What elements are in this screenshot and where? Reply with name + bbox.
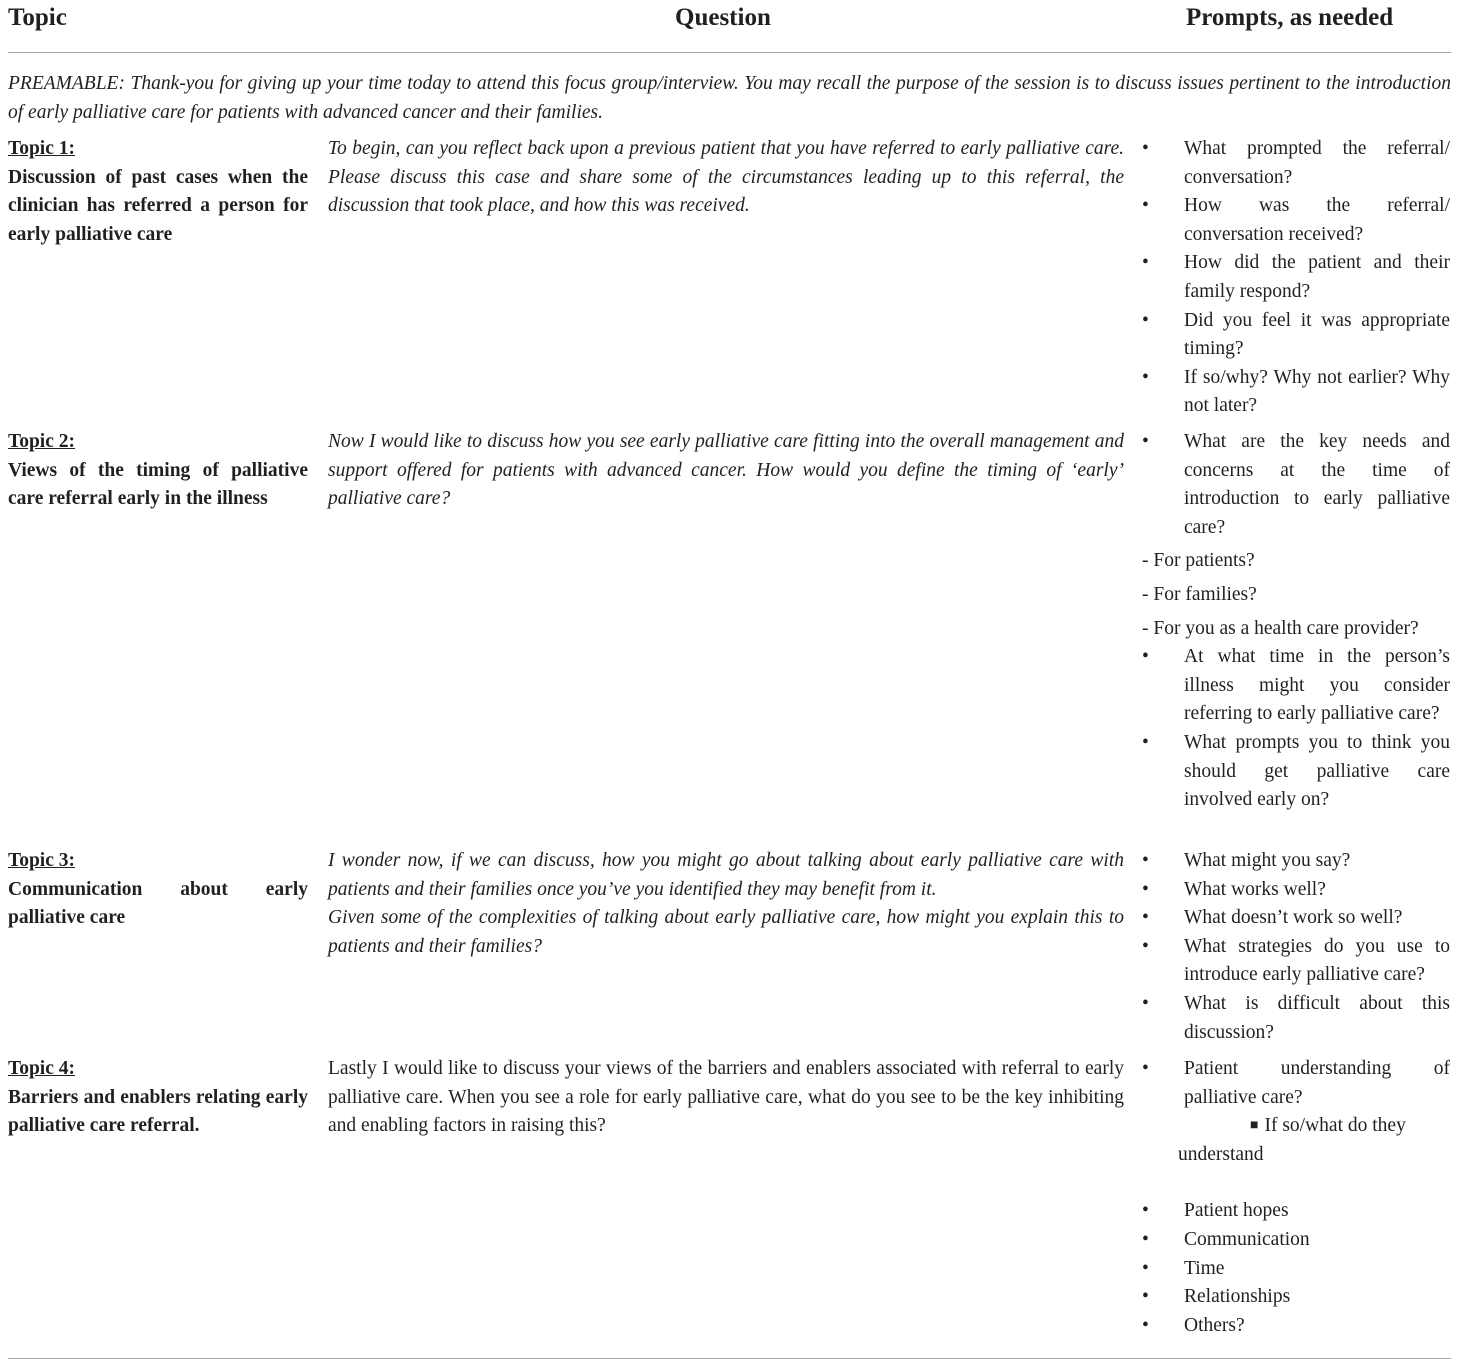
prompt-item: • What prompted the referral/ conversation? [1142, 135, 1450, 192]
prompt-item: • What are the key needs and concerns at the time of introduction to early palliative care? [1142, 428, 1450, 542]
header-rule [8, 52, 1451, 53]
prompt-item: • At what time in the person’s illness might you consider referring to early palliative care? [1142, 643, 1450, 729]
topic-title: Barriers and enablers relating early palliative care referral. [8, 1086, 308, 1137]
prompt-sub-item: - For families? [1142, 583, 1257, 605]
prompt-item: • Patient hopes [1142, 1197, 1450, 1226]
question-paragraph: I wonder now, if we can discuss, how you might go about talking about early palliative care with patients and their families once you’ve you identified they may benefit from it. [328, 850, 1124, 900]
topic-number: Topic 4: [8, 1058, 76, 1079]
question-cell [328, 847, 1124, 961]
topic-cell [8, 847, 308, 933]
prompt-item: • Patient understanding of palliative care? [1142, 1055, 1450, 1112]
prompt-sub-text: If so/what do they [1264, 1115, 1406, 1137]
question-cell: Now I would like to discuss how you see early palliative care fitting into the overall management and support offered for patients with advanced cancer. How would you define the timing of ‘early’ palliative care? [328, 431, 1124, 510]
prompt-item: • How did the patient and their family respond? [1142, 249, 1450, 306]
question-cell: Lastly I would like to discuss your views of the barriers and enablers associated with referral to early palliative care. When you see a role for early palliative care, what do you see to be the key inhibiting and enabling factors in raising this? [328, 1058, 1124, 1137]
prompts-cell [1142, 428, 1450, 815]
topic-title: Communication about early palliative care [8, 878, 308, 929]
topic-title: Views of the timing of palliative care referral early in the illness [8, 459, 308, 510]
prompt-item: • What strategies do you use to introduce early palliative care? [1142, 933, 1450, 990]
prompt-sub-item: - For patients? [1142, 550, 1255, 572]
column-header-topic: Topic [8, 4, 67, 31]
topic-cell [8, 428, 308, 514]
question-cell: To begin, can you reflect back upon a previous patient that you have referred to early palliative care. Please discuss this case and share some of the circumstances leading up to this referral, the discussion that took place, and how this was received. [328, 138, 1124, 217]
topic-number: Topic 2: [8, 431, 76, 452]
square-bullet-icon: ■ [1250, 1118, 1259, 1134]
prompt-item: • What works well? [1142, 876, 1450, 905]
topic-cell [8, 135, 308, 249]
prompts-cell [1142, 1055, 1450, 1340]
topic-title: Discussion of past cases when the clinician has referred a person for early palliative care [8, 166, 308, 245]
column-header-prompts: Prompts, as needed [1186, 4, 1394, 31]
topic-number: Topic 1: [8, 138, 76, 159]
prompt-item: • If so/why? Why not earlier? Why not later? [1142, 364, 1450, 421]
footer-rule [8, 1358, 1451, 1359]
prompt-item: • What prompts you to think you should get palliative care involved early on? [1142, 729, 1450, 815]
topic-number: Topic 3: [8, 850, 76, 871]
prompt-item: • Did you feel it was appropriate timing? [1142, 307, 1450, 364]
prompt-sub-item [1142, 1112, 1450, 1141]
prompt-item: • Others? [1142, 1312, 1450, 1341]
prompt-item: • Communication [1142, 1226, 1450, 1255]
spacer [1142, 1169, 1450, 1197]
prompt-sub-item-continued: understand [1178, 1143, 1264, 1165]
prompt-item: • What doesn’t work so well? [1142, 904, 1450, 933]
column-header-question: Question [675, 4, 771, 31]
preamble-text: PREAMABLE: Thank-you for giving up your time today to attend this focus group/interview. You may recall the purpose of the session is to discuss issues pertinent to the introduction of early palliative care for patients with advanced cancer and their families. [8, 73, 1451, 123]
prompts-cell [1142, 847, 1450, 1047]
topic-cell [8, 1055, 308, 1141]
prompt-sub-item: - For you as a health care provider? [1142, 617, 1419, 639]
prompt-item: • What might you say? [1142, 847, 1450, 876]
question-paragraph: Given some of the complexities of talking about early palliative care, how might you explain this to patients and their families? [328, 907, 1124, 957]
prompt-item: • Time [1142, 1255, 1450, 1284]
prompt-item: • Relationships [1142, 1283, 1450, 1312]
prompt-item: • What is difficult about this discussion? [1142, 990, 1450, 1047]
prompts-cell [1142, 135, 1450, 421]
prompt-item: • How was the referral/ conversation received? [1142, 192, 1450, 249]
